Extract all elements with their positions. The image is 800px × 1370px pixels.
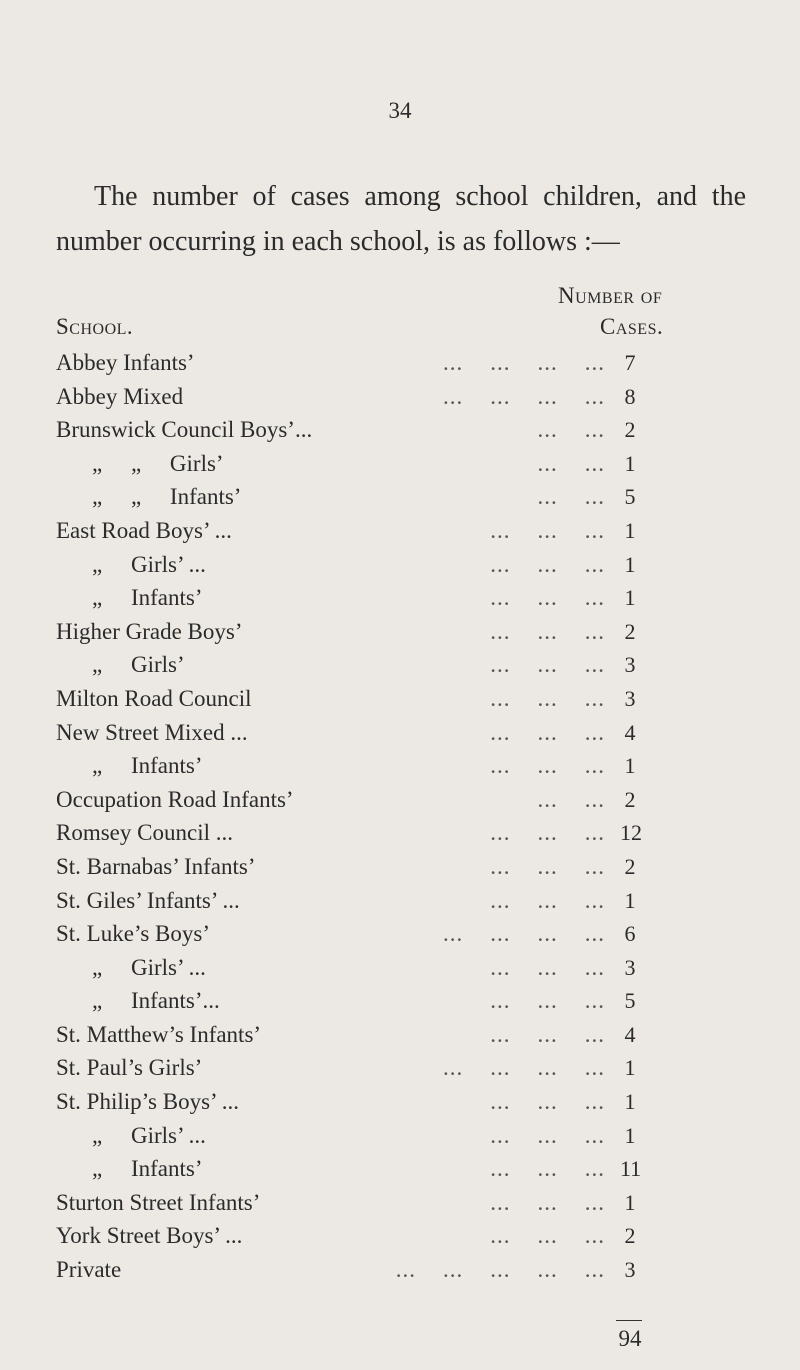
school-name: Abbey Infants’ bbox=[56, 350, 195, 375]
table-row bbox=[0, 548, 800, 582]
school-name: Private bbox=[56, 1257, 122, 1283]
leader-dots: ... ... bbox=[537, 786, 605, 812]
leader-dots: ... ... bbox=[537, 417, 605, 443]
intro-paragraph: The number of cases among school children, and the number occurring in each school, is as follows :— bbox=[56, 181, 746, 257]
case-count: 1 bbox=[624, 1089, 636, 1115]
cases-table bbox=[0, 346, 800, 1287]
table-row bbox=[0, 850, 800, 884]
school-name: Abbey Mixed bbox=[56, 383, 184, 409]
school-name: New Street Mixed ... bbox=[56, 719, 248, 745]
case-count: 2 bbox=[624, 618, 636, 644]
leader-dots: ... ... ... bbox=[490, 551, 605, 577]
school-name: „ „ Girls’ bbox=[92, 450, 224, 476]
case-count: 5 bbox=[624, 484, 636, 510]
leader-dots: ... ... ... bbox=[490, 988, 605, 1014]
table-row bbox=[0, 917, 800, 951]
case-count: 1 bbox=[624, 585, 636, 611]
school-name: Occupation Road Infants’ bbox=[56, 786, 294, 812]
table-row bbox=[0, 716, 800, 750]
case-count: 1 bbox=[624, 1189, 636, 1215]
case-count: 2 bbox=[624, 1223, 636, 1249]
school-name: Milton Road Council bbox=[56, 685, 252, 711]
leader-dots: ... ... ... bbox=[490, 1223, 605, 1249]
total-count: 94 bbox=[618, 1326, 642, 1351]
total-rule bbox=[616, 1320, 642, 1321]
case-count: 2 bbox=[624, 786, 636, 812]
table-row bbox=[0, 1018, 800, 1052]
school-name: „ Infants’... bbox=[92, 988, 220, 1014]
table-row bbox=[0, 480, 800, 514]
school-name: „ Infants’ bbox=[92, 753, 203, 779]
table-row bbox=[0, 447, 800, 481]
table-row bbox=[0, 514, 800, 548]
table-row bbox=[0, 783, 800, 817]
page-number: 34 bbox=[388, 98, 412, 123]
school-name: East Road Boys’ ... bbox=[56, 517, 232, 543]
school-name: „ Girls’ ... bbox=[92, 954, 206, 980]
leader-dots: ... ... ... ... ... bbox=[395, 1257, 605, 1283]
table-row bbox=[0, 951, 800, 985]
case-count: 1 bbox=[624, 450, 636, 476]
case-count: 5 bbox=[624, 988, 636, 1014]
table-row bbox=[0, 1152, 800, 1186]
table-row bbox=[0, 749, 800, 783]
leader-dots: ... ... ... bbox=[490, 954, 605, 980]
table-row bbox=[0, 413, 800, 447]
table-row bbox=[0, 682, 800, 716]
case-count: 7 bbox=[624, 350, 636, 375]
leader-dots: ... ... ... ... bbox=[443, 921, 605, 947]
table-row bbox=[0, 380, 800, 414]
leader-dots: ... ... ... bbox=[490, 1156, 605, 1182]
school-name: „ „ Infants’ bbox=[92, 484, 242, 510]
school-name: St. Giles’ Infants’ ... bbox=[56, 887, 240, 913]
school-name: Higher Grade Boys’ bbox=[56, 618, 243, 644]
case-count: 1 bbox=[624, 753, 636, 779]
school-name: „ Infants’ bbox=[92, 1156, 203, 1182]
case-count: 2 bbox=[624, 417, 636, 443]
school-name: St. Paul’s Girls’ bbox=[56, 1055, 203, 1081]
table-row bbox=[0, 1085, 800, 1119]
school-name: Romsey Council ... bbox=[56, 820, 233, 846]
leader-dots: ... ... ... ... bbox=[443, 1055, 605, 1081]
case-count: 1 bbox=[624, 551, 636, 577]
leader-dots: ... ... ... bbox=[490, 753, 605, 779]
table-row bbox=[0, 816, 800, 850]
number-of-header: Number of bbox=[558, 283, 663, 308]
case-count: 1 bbox=[624, 1055, 636, 1081]
table-row bbox=[0, 1186, 800, 1220]
leader-dots: ... ... ... bbox=[490, 685, 605, 711]
table-row bbox=[0, 648, 800, 682]
leader-dots: ... ... ... bbox=[490, 820, 605, 846]
case-count: 1 bbox=[624, 517, 636, 543]
case-count: 3 bbox=[624, 954, 636, 980]
school-name: St. Matthew’s Infants’ bbox=[56, 1021, 262, 1047]
leader-dots: ... ... ... bbox=[490, 585, 605, 611]
leader-dots: ... ... ... bbox=[490, 1021, 605, 1047]
case-count: 3 bbox=[624, 652, 636, 678]
leader-dots: ... ... bbox=[537, 450, 605, 476]
school-name: St. Philip’s Boys’ ... bbox=[56, 1089, 239, 1115]
school-name: York Street Boys’ ... bbox=[56, 1223, 243, 1249]
table-row bbox=[0, 346, 800, 380]
school-name: „ Infants’ bbox=[92, 585, 203, 611]
case-count: 12 bbox=[620, 820, 642, 846]
leader-dots: ... ... ... ... bbox=[443, 383, 605, 409]
school-name: „ Girls’ bbox=[92, 652, 185, 678]
school-name: St. Luke’s Boys’ bbox=[56, 921, 210, 947]
leader-dots: ... ... ... bbox=[490, 1189, 605, 1215]
case-count: 4 bbox=[624, 1021, 636, 1047]
leader-dots: ... ... ... ... bbox=[443, 350, 605, 375]
leader-dots: ... ... ... bbox=[490, 853, 605, 879]
leader-dots: ... ... ... bbox=[490, 1122, 605, 1148]
leader-dots: ... ... ... bbox=[490, 887, 605, 913]
cases-column-header: Cases. bbox=[600, 314, 664, 339]
school-column-header: School. bbox=[56, 314, 134, 339]
leader-dots: ... ... ... bbox=[490, 517, 605, 543]
case-count: 6 bbox=[624, 921, 636, 947]
table-row bbox=[0, 615, 800, 649]
leader-dots: ... ... bbox=[537, 484, 605, 510]
case-count: 3 bbox=[624, 685, 636, 711]
school-name: St. Barnabas’ Infants’ bbox=[56, 853, 256, 879]
table-row bbox=[0, 1119, 800, 1153]
case-count: 3 bbox=[624, 1257, 636, 1283]
case-count: 1 bbox=[624, 1122, 636, 1148]
case-count: 8 bbox=[624, 383, 636, 409]
table-row bbox=[0, 1253, 800, 1287]
case-count: 1 bbox=[624, 887, 636, 913]
table-row bbox=[0, 884, 800, 918]
school-name: „ Girls’ ... bbox=[92, 551, 206, 577]
leader-dots: ... ... ... bbox=[490, 1089, 605, 1115]
case-count: 11 bbox=[620, 1156, 642, 1182]
leader-dots: ... ... ... bbox=[490, 618, 605, 644]
school-name: Sturton Street Infants’ bbox=[56, 1189, 261, 1215]
case-count: 4 bbox=[624, 719, 636, 745]
leader-dots: ... ... ... bbox=[490, 652, 605, 678]
table-row bbox=[0, 1051, 800, 1085]
table-row bbox=[0, 984, 800, 1018]
table-row bbox=[0, 1219, 800, 1253]
leader-dots: ... ... ... bbox=[490, 719, 605, 745]
table-row bbox=[0, 581, 800, 615]
school-name: Brunswick Council Boys’... bbox=[56, 417, 313, 443]
case-count: 2 bbox=[624, 853, 636, 879]
school-name: „ Girls’ ... bbox=[92, 1122, 206, 1148]
